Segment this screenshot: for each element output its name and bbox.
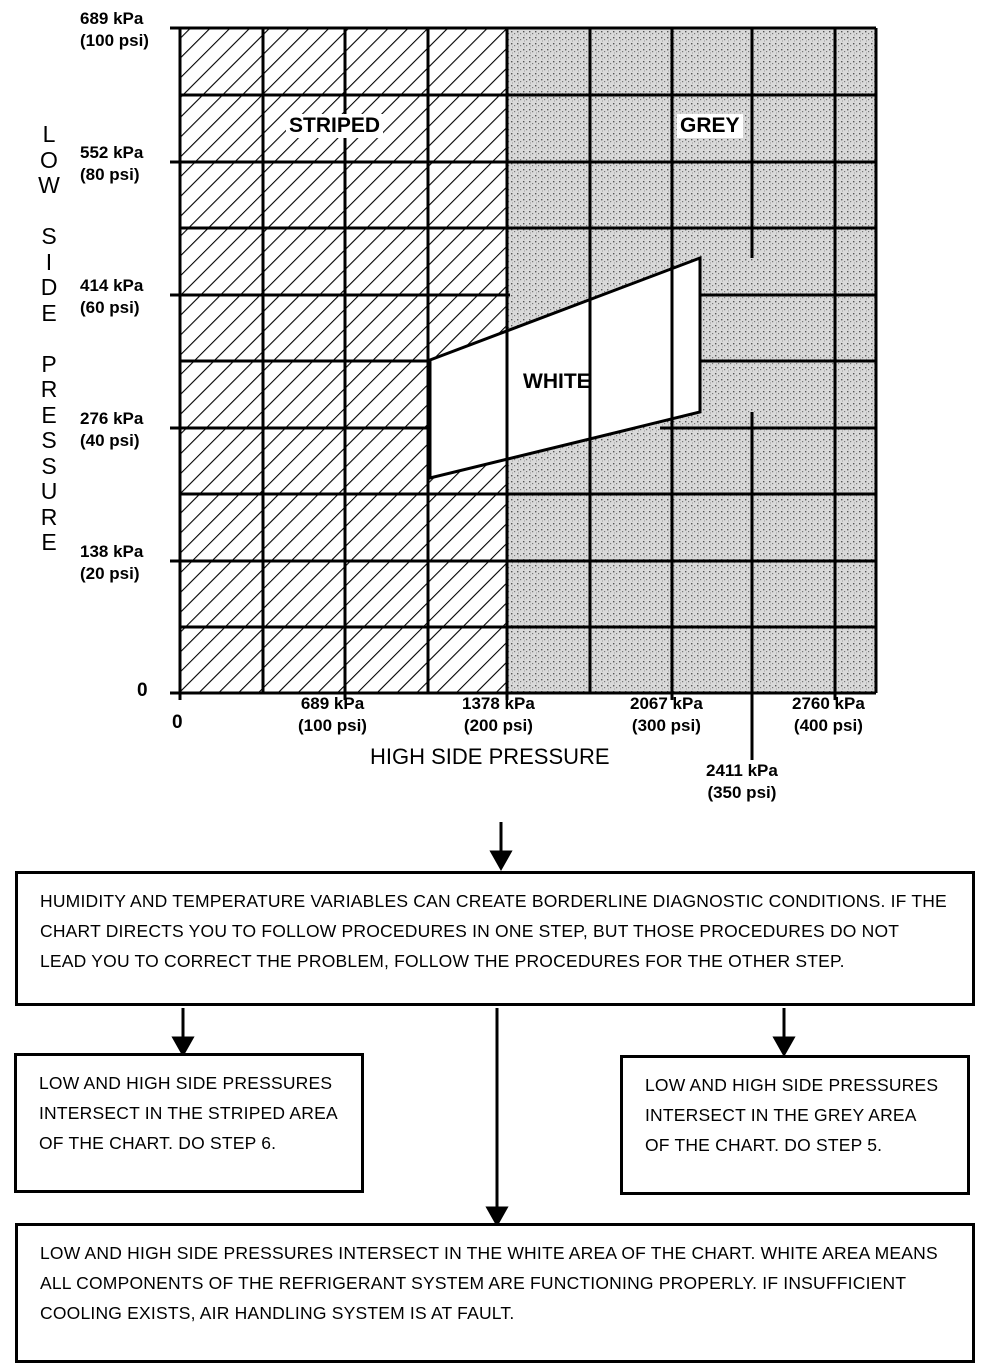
y-axis-title-letter: E: [41, 299, 57, 326]
y-axis-title-letter: S: [41, 427, 57, 453]
grey-area-box: LOW AND HIGH SIDE PRESSURES INTERSECT IN THE GREY AREA OF THE CHART. DO STEP 5.: [620, 1055, 970, 1195]
x-tick-100psi: 689 kPa (100 psi): [298, 694, 367, 735]
borderline-conditions-box: HUMIDITY AND TEMPERATURE VARIABLES CAN CREATE BORDERLINE DIAGNOSTIC CONDITIONS. IF THE CHART DIRECTS YOU TO FOLLOW PROCEDURES IN ONE STEP, BUT THOSE PROCEDURES DO NOT LEAD YOU TO CORRECT THE PROBLEM, FOLLOW THE PROCEDURES FOR THE OTHER STEP.: [15, 871, 975, 1006]
y-axis-title-letter: R: [40, 376, 58, 402]
y-tick-20psi: 138 kPa (20 psi): [80, 542, 144, 583]
x-axis-title: HIGH SIDE PRESSURE: [370, 744, 610, 769]
y-axis-title: [38, 122, 60, 556]
y-axis-title-letter: L: [42, 121, 56, 147]
y-axis-title-letter: S: [41, 223, 57, 249]
y-axis-title-letter: [38, 199, 60, 225]
y-axis-title-letter: P: [41, 350, 57, 377]
x-tick-200psi: 1378 kPa (200 psi): [462, 694, 535, 735]
y-axis-title-letter: S: [41, 452, 57, 479]
y-tick-0: 0: [137, 680, 148, 701]
white-label: WHITE: [523, 370, 591, 393]
y-tick-60psi: 414 kPa (60 psi): [80, 276, 144, 317]
y-axis-title-letter: I: [45, 248, 53, 275]
y-axis-title-letter: E: [41, 529, 57, 555]
x-tick-400psi: 2760 kPa (400 psi): [792, 694, 865, 735]
white-area-box: LOW AND HIGH SIDE PRESSURES INTERSECT IN THE WHITE AREA OF THE CHART. WHITE AREA MEANS ALL COMPONENTS OF THE REFRIGERANT SYSTEM ARE FUNCTIONING PROPERLY. IF INSUFFICIENT COOLING EXISTS, AIR HANDLING SYSTEM IS AT FAULT.: [15, 1223, 975, 1363]
grey-label: GREY: [677, 114, 743, 138]
y-tick-100psi: 689 kPa (100 psi): [80, 9, 149, 50]
y-axis-title-letter: E: [41, 401, 57, 428]
y-axis-title-letter: U: [40, 478, 58, 504]
x-tick-0: 0: [172, 712, 183, 733]
y-axis-title-letter: [38, 326, 60, 352]
y-axis-title-letter: D: [40, 274, 58, 300]
y-axis-title-letter: W: [38, 172, 60, 198]
x-tick-350psi: 2411 kPa (350 psi): [706, 761, 778, 802]
x-tick-300psi: 2067 kPa (300 psi): [630, 694, 703, 735]
y-tick-40psi: 276 kPa (40 psi): [80, 409, 144, 450]
striped-label: STRIPED: [286, 114, 383, 138]
y-tick-80psi: 552 kPa (80 psi): [80, 143, 144, 184]
y-axis-title-letter: R: [40, 503, 58, 530]
y-axis-title-letter: O: [40, 146, 58, 173]
striped-area-box: LOW AND HIGH SIDE PRESSURES INTERSECT IN THE STRIPED AREA OF THE CHART. DO STEP 6.: [14, 1053, 364, 1193]
